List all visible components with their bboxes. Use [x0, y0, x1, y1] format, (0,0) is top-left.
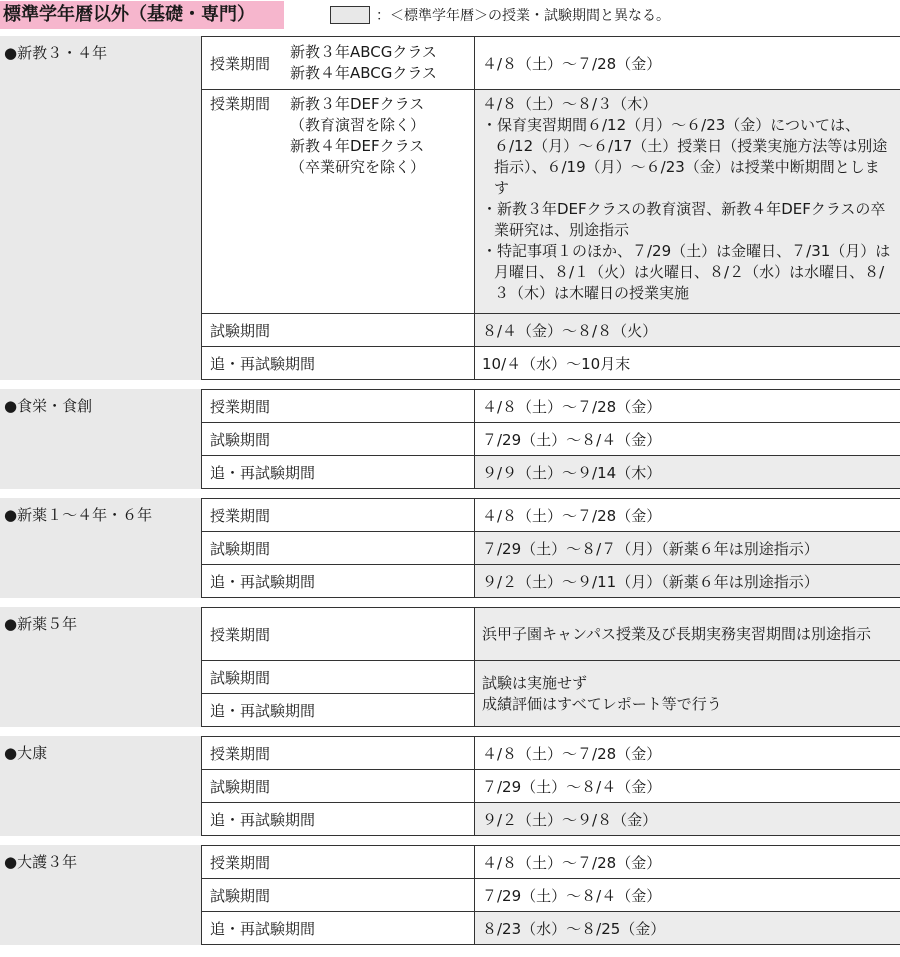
class-name: 新教４年DEFクラス	[290, 137, 425, 155]
table-row	[202, 346, 900, 379]
row-label: 試験期間	[202, 879, 475, 911]
row-value: ４/８（土）～７/28（金）	[475, 390, 900, 422]
class-list	[290, 42, 437, 84]
class-note: （教育演習を除く）	[290, 116, 426, 134]
row-value: ９/２（土）～９/11（月）（新薬６年は別途指示）	[475, 565, 900, 597]
row-value: ８/４（金）～８/８（火）	[475, 314, 900, 346]
table-row	[202, 802, 900, 835]
legend-text: ：＜標準学年暦＞の授業・試験期間と異なる。	[376, 8, 670, 24]
row-label: 試験期間	[202, 423, 475, 455]
row-label: 授業期間	[202, 846, 475, 878]
note-item: ・新教３年DEFクラスの教育演習、新教４年DEFクラスの卒業研究は、別途指示	[482, 200, 886, 239]
schedule-table	[201, 607, 900, 727]
row-label: 授業期間	[202, 737, 475, 769]
row-label: 追・再試験期間	[202, 347, 475, 379]
row-value: ９/２（土）～９/８（金）	[475, 803, 900, 835]
row-value: ４/８（土）～７/28（金）	[475, 846, 900, 878]
row-value-cell	[475, 90, 900, 313]
row-label: 追・再試験期間	[202, 565, 475, 597]
row-label: 試験期間	[202, 532, 475, 564]
row-value: ７/29（土）～８/４（金）	[475, 423, 900, 455]
row-value: 10/４（水）～10月末	[475, 347, 900, 379]
class-name: 新教４年ABCGクラス	[290, 64, 437, 82]
row-label: 試験期間	[202, 660, 475, 693]
table-row	[202, 390, 900, 422]
row-label-cell	[202, 37, 475, 89]
section-label: ●大護３年	[4, 853, 78, 871]
row-value: ４/８（土）～７/28（金）	[475, 737, 900, 769]
page-header	[0, 0, 900, 36]
section-daigo-3	[0, 845, 900, 945]
table-row	[202, 37, 900, 89]
row-label: 試験期間	[202, 314, 475, 346]
row-label-cell	[202, 90, 475, 313]
table-row	[202, 422, 900, 455]
row-value: ８/23（水）～８/25（金）	[475, 912, 900, 944]
row-label: 追・再試験期間	[202, 693, 475, 726]
section-shokuei	[0, 389, 900, 489]
row-value-merged	[475, 660, 900, 726]
row-label: 追・再試験期間	[202, 912, 475, 944]
row-value: ９/９（土）～９/14（木）	[475, 456, 900, 488]
table-row	[202, 89, 900, 313]
class-name: 新教３年ABCGクラス	[290, 43, 437, 61]
section-shinyaku-1-4-6	[0, 498, 900, 598]
row-value: ４/８（土）～８/３（木）	[482, 95, 658, 113]
section-label: ●新薬５年	[4, 615, 78, 633]
table-row	[202, 531, 900, 564]
section-shinyaku-5	[0, 607, 900, 727]
row-value: ４/８（土）～７/28（金）	[475, 37, 900, 89]
table-row	[202, 455, 900, 488]
section-label: ●大康	[4, 744, 48, 762]
section-shinkyo-3-4	[0, 36, 900, 380]
row-label: 授業期間	[202, 608, 475, 660]
schedule-table	[201, 389, 900, 489]
row-value: ７/29（土）～８/７（月）（新薬６年は別途指示）	[475, 532, 900, 564]
schedule-table	[201, 36, 900, 380]
table-row	[202, 769, 900, 802]
schedule-table	[201, 845, 900, 945]
row-label: 追・再試験期間	[202, 456, 475, 488]
table-row	[202, 313, 900, 346]
table-row	[202, 499, 900, 531]
schedule-table	[201, 736, 900, 836]
table-row	[202, 737, 900, 769]
note-item: ・特記事項１のほか、７/29（土）は金曜日、７/31（月）は月曜日、８/１（火）は火曜日、８/２（水）は水曜日、８/３（木）は木曜日の授業実施	[482, 242, 891, 302]
row-label: 授業期間	[210, 95, 271, 113]
table-row	[202, 878, 900, 911]
class-note: （卒業研究を除く）	[290, 158, 426, 176]
class-name: 新教３年DEFクラス	[290, 95, 425, 113]
table-row	[202, 564, 900, 597]
row-label: 授業期間	[202, 499, 475, 531]
row-label: 試験期間	[202, 770, 475, 802]
page-title: 標準学年暦以外（基礎・専門）	[0, 1, 284, 29]
value-line: 試験は実施せず	[482, 674, 588, 692]
label-column	[202, 608, 475, 726]
note-item: ・保育実習期間６/12（月）～６/23（金）については、６/12（月）～６/17（土）授業日（授業実施方法等は別途指示）、６/19（月）～６/23（金）は授業中断期間とします	[482, 116, 888, 197]
section-label: ●食栄・食創	[4, 397, 93, 415]
row-label: 追・再試験期間	[202, 803, 475, 835]
row-value: 浜甲子園キャンパス授業及び長期実務実習期間は別途指示	[475, 608, 900, 660]
row-label: 授業期間	[210, 54, 271, 73]
row-value: ４/８（土）～７/28（金）	[475, 499, 900, 531]
section-label: ●新薬１～４年・６年	[4, 506, 153, 524]
section-daikou	[0, 736, 900, 836]
row-value: ７/29（土）～８/４（金）	[475, 770, 900, 802]
schedule-table	[201, 498, 900, 598]
section-label: ●新教３・４年	[4, 44, 108, 62]
value-line: 成績評価はすべてレポート等で行う	[482, 695, 722, 713]
value-column	[475, 608, 900, 726]
table-row	[202, 911, 900, 944]
legend-swatch	[330, 6, 370, 24]
class-list	[290, 94, 425, 178]
row-value: ７/29（土）～８/４（金）	[475, 879, 900, 911]
row-label: 授業期間	[202, 390, 475, 422]
table-row	[202, 846, 900, 878]
